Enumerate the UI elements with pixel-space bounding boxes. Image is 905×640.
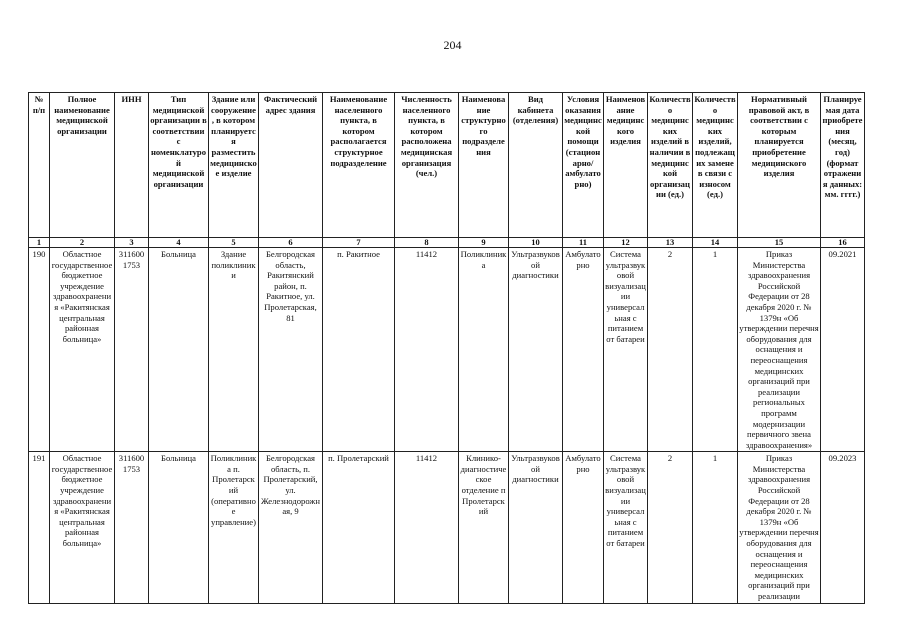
- table-row: [29, 452, 865, 603]
- column-number: 6: [259, 238, 323, 248]
- table-row: [29, 248, 865, 452]
- header-cell: Полное наименование медицинской организации: [50, 93, 115, 238]
- column-number: 16: [821, 238, 865, 248]
- column-number: 10: [509, 238, 563, 248]
- column-number: 11: [563, 238, 604, 248]
- population: 11412: [395, 248, 459, 452]
- organization-type: Больница: [149, 248, 209, 452]
- building: Здание поликлиники: [209, 248, 259, 452]
- equipment-table: [28, 92, 865, 604]
- header-cell: ИНН: [115, 93, 149, 238]
- header-cell: Здание или сооружение, в котором планируется разместить медицинское изделие: [209, 93, 259, 238]
- column-number: 4: [149, 238, 209, 248]
- purchase-date: 09.2023: [821, 452, 865, 603]
- column-number: 5: [209, 238, 259, 248]
- organization-name: Областное государственное бюджетное учреждение здравоохранения «Ракитянская центральная районная больница»: [50, 248, 115, 452]
- building: Поликлиника п. Пролетарский (оперативное управление): [209, 452, 259, 603]
- header-cell: Наименование населенного пункта, в котором располагается структурное подразделение: [323, 93, 395, 238]
- device-name: Система ультразвуковой визуализации универсальная с питанием от батареи: [604, 248, 648, 452]
- column-number: 1: [29, 238, 50, 248]
- settlement: п. Пролетарский: [323, 452, 395, 603]
- header-cell: Нормативный правовой акт, в соответствии с которым планируется приобретение медицинского изделия: [738, 93, 821, 238]
- care-conditions: Амбулаторно: [563, 248, 604, 452]
- organization-type: Больница: [149, 452, 209, 603]
- row-number: 191: [29, 452, 50, 603]
- devices-to-replace: 1: [693, 248, 738, 452]
- inn: 311600 1753: [115, 248, 149, 452]
- purchase-date: 09.2021: [821, 248, 865, 452]
- header-cell: Фактический адрес здания: [259, 93, 323, 238]
- department: Клинико-диагностическое отделение п Пролетарский: [459, 452, 509, 603]
- legal-act: Приказ Министерства здравоохранения Российской Федерации от 28 декабря 2020 г. № 1379н «Об утверждении перечня оборудования для оснащения и переоснащения медицинских организаций при реализации региональных программ модернизации первичного звена здравоохранения»: [738, 248, 821, 452]
- column-number-row: [29, 238, 865, 248]
- device-name: Система ультразвуковой визуализации универсальная с питанием от батареи: [604, 452, 648, 603]
- column-number: 13: [648, 238, 693, 248]
- column-number: 3: [115, 238, 149, 248]
- devices-available: 2: [648, 452, 693, 603]
- legal-act: Приказ Министерства здравоохранения Российской Федерации от 28 декабря 2020 г. № 1379н «Об утверждении перечня оборудования для оснащения и переоснащения медицинских организаций при реализации: [738, 452, 821, 603]
- header-cell: № п/п: [29, 93, 50, 238]
- cabinet-type: Ультразвуковой диагностики: [509, 452, 563, 603]
- address: Белгородская область, Ракитянский район, п. Ракитное, ул. Пролетарская, 81: [259, 248, 323, 452]
- population: 11412: [395, 452, 459, 603]
- header-cell: Наименование медицинского изделия: [604, 93, 648, 238]
- settlement: п. Ракитное: [323, 248, 395, 452]
- header-cell: Количество медицинских изделий в наличии в медицинской организации (ед.): [648, 93, 693, 238]
- header-cell: Наименование структурного подразделения: [459, 93, 509, 238]
- column-number: 2: [50, 238, 115, 248]
- header-cell: Вид кабинета (отделения): [509, 93, 563, 238]
- column-number: 9: [459, 238, 509, 248]
- header-cell: Тип медицинской организации в соответствии с номенклатурой медицинской организации: [149, 93, 209, 238]
- header-cell: Условия оказания медицинской помощи (стационарно/ амбулаторно): [563, 93, 604, 238]
- column-number: 7: [323, 238, 395, 248]
- column-number: 12: [604, 238, 648, 248]
- organization-name: Областное государственное бюджетное учреждение здравоохранения «Ракитянская центральная районная больница»: [50, 452, 115, 603]
- address: Белгородская область, п. Пролетарский, ул. Железнодорожная, 9: [259, 452, 323, 603]
- header-cell: Численность населенного пункта, в котором расположена медицинская организация (чел.): [395, 93, 459, 238]
- column-number: 8: [395, 238, 459, 248]
- care-conditions: Амбулаторно: [563, 452, 604, 603]
- page-number: 204: [443, 38, 462, 52]
- column-number: 15: [738, 238, 821, 248]
- table-header-row: [29, 93, 865, 238]
- inn: 311600 1753: [115, 452, 149, 603]
- column-number: 14: [693, 238, 738, 248]
- devices-to-replace: 1: [693, 452, 738, 603]
- header-cell: Количество медицинских изделий, подлежащих замене в связи с износом (ед.): [693, 93, 738, 238]
- department: Поликлиника: [459, 248, 509, 452]
- devices-available: 2: [648, 248, 693, 452]
- row-number: 190: [29, 248, 50, 452]
- cabinet-type: Ультразвуковой диагностики: [509, 248, 563, 452]
- header-cell: Планируемая дата приобретения (месяц, год) (формат отражения данных: мм. гггг.): [821, 93, 865, 238]
